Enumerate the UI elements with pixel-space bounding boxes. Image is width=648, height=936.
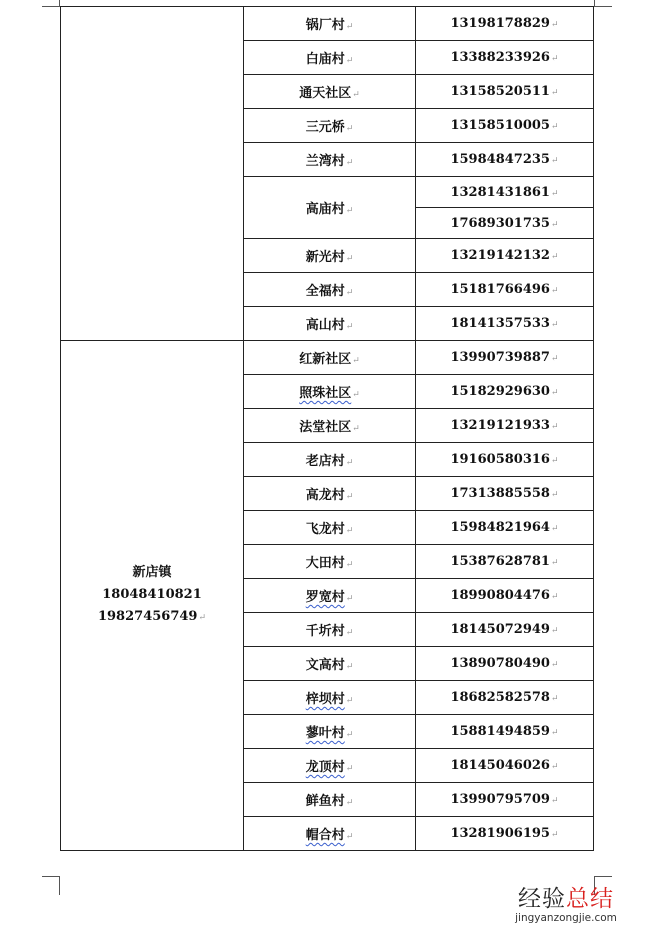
village-name: 龙顶村: [305, 760, 345, 775]
paragraph-mark-icon: ↵: [550, 558, 559, 568]
phone-number: 18145046026: [450, 758, 550, 773]
paragraph-mark-icon: ↵: [345, 124, 354, 134]
village-name: 梓坝村: [305, 692, 345, 707]
village-cell: [244, 273, 416, 307]
village-cell: [244, 307, 416, 341]
paragraph-mark-icon: ↵: [550, 286, 559, 296]
paragraph-mark-icon: ↵: [345, 22, 354, 32]
paragraph-mark-icon: ↵: [345, 798, 354, 808]
paragraph-mark-icon: ↵: [345, 696, 354, 706]
village-name: 三元桥: [305, 120, 345, 135]
phone-number: 13158510005: [450, 118, 550, 133]
village-name: 锅厂村: [305, 18, 345, 33]
phone-number: 13990739887: [450, 350, 550, 365]
paragraph-mark-icon: ↵: [345, 158, 354, 168]
village-cell: [244, 749, 416, 783]
phone-cell: [416, 239, 594, 273]
watermark-text-red: 总结: [566, 886, 614, 912]
village-cell: [244, 647, 416, 681]
paragraph-mark-icon: ↵: [550, 592, 559, 602]
phone-cell: [416, 109, 594, 143]
town-phone: 18048410821: [102, 587, 202, 602]
village-name: 通天社区: [299, 86, 352, 101]
crop-mark-top-right: [594, 0, 612, 7]
phone-cell: [416, 647, 594, 681]
paragraph-mark-icon: ↵: [550, 796, 559, 806]
village-name: 鲜鱼村: [305, 794, 345, 809]
paragraph-mark-icon: ↵: [550, 54, 559, 64]
phone-cell: [416, 477, 594, 511]
paragraph-mark-icon: ↵: [345, 560, 354, 570]
paragraph-mark-icon: ↵: [345, 832, 354, 842]
phone-number: 13219142132: [450, 248, 550, 263]
town-cell: [61, 341, 244, 851]
paragraph-mark-icon: ↵: [345, 254, 354, 264]
phone-cell: [416, 715, 594, 749]
phone-number: 18141357533: [450, 316, 550, 331]
paragraph-mark-icon: ↵: [550, 524, 559, 534]
paragraph-mark-icon: ↵: [345, 288, 354, 298]
watermark-logo: [486, 880, 646, 913]
village-cell: [244, 783, 416, 817]
phone-cell: [416, 273, 594, 307]
village-name: 罗宽村: [305, 590, 345, 605]
paragraph-mark-icon: ↵: [352, 90, 360, 100]
village-cell: [244, 579, 416, 613]
contact-table: [60, 6, 594, 851]
paragraph-mark-icon: ↵: [550, 830, 559, 840]
village-name: 高龙村: [305, 488, 345, 503]
paragraph-mark-icon: ↵: [345, 526, 354, 536]
paragraph-mark-icon: ↵: [345, 56, 354, 66]
paragraph-mark-icon: ↵: [550, 188, 559, 199]
phone-number: 13219121933: [450, 418, 550, 433]
village-name: 新光村: [305, 250, 345, 265]
phone-cell: [416, 375, 594, 409]
village-cell: [244, 7, 416, 41]
phone-cell: [416, 681, 594, 715]
table-row: [61, 7, 594, 41]
table-row: [61, 341, 594, 375]
phone-cell: [416, 579, 594, 613]
paragraph-mark-icon: ↵: [352, 424, 360, 434]
phone-number: 13890780490: [450, 656, 550, 671]
phone-number: 18145072949: [450, 622, 550, 637]
phone-number: 15984821964: [450, 520, 550, 535]
village-cell: [244, 613, 416, 647]
paragraph-mark-icon: ↵: [345, 764, 354, 774]
paragraph-mark-icon: ↵: [345, 662, 354, 672]
village-cell: [244, 817, 416, 851]
watermark: [486, 880, 646, 924]
phone-number: 15984847235: [450, 152, 550, 167]
town-cell-prev: [61, 7, 244, 341]
paragraph-mark-icon: ↵: [352, 390, 360, 400]
phone-number: 13198178829: [450, 16, 550, 31]
paragraph-mark-icon: ↵: [550, 456, 559, 466]
paragraph-mark-icon: ↵: [550, 694, 559, 704]
village-cell: [244, 409, 416, 443]
crop-mark-bottom-left: [42, 876, 60, 895]
phone-cell: [416, 511, 594, 545]
town-name: 新店镇: [132, 565, 172, 580]
watermark-text-black: 经验: [518, 886, 566, 912]
paragraph-mark-icon: ↵: [550, 490, 559, 500]
village-cell: [244, 143, 416, 177]
village-name: 全福村: [305, 284, 345, 299]
phone-cell: [416, 307, 594, 341]
village-cell: [244, 109, 416, 143]
phone-number: 17689301735: [450, 215, 550, 231]
phone-number: 17313885558: [450, 486, 550, 501]
phone-number: 15387628781: [450, 554, 550, 569]
phone-cell: [416, 783, 594, 817]
paragraph-mark-icon: ↵: [550, 20, 559, 30]
paragraph-mark-icon: ↵: [345, 322, 354, 332]
phone-cell: [416, 817, 594, 851]
paragraph-mark-icon: ↵: [345, 730, 354, 740]
phone-cell: [416, 208, 594, 239]
phone-cell: [416, 613, 594, 647]
village-name: 高山村: [305, 318, 345, 333]
village-cell: [244, 477, 416, 511]
paragraph-mark-icon: ↵: [550, 660, 559, 670]
phone-cell: [416, 41, 594, 75]
village-cell: [244, 681, 416, 715]
crop-mark-top-left: [42, 0, 60, 7]
village-name: 飞龙村: [305, 522, 345, 537]
paragraph-mark-icon: ↵: [550, 252, 559, 262]
paragraph-mark-icon: ↵: [550, 219, 559, 230]
paragraph-mark-icon: ↵: [345, 628, 354, 638]
phone-number: 13158520511: [450, 84, 550, 99]
village-cell: [244, 715, 416, 749]
paragraph-mark-icon: ↵: [345, 206, 354, 216]
phone-number: 13990795709: [450, 792, 550, 807]
village-name: 文高村: [305, 658, 345, 673]
phone-cell: [416, 75, 594, 109]
phone-number: 15182929630: [450, 384, 550, 399]
phone-number: 15881494859: [450, 724, 550, 739]
paragraph-mark-icon: ↵: [550, 388, 559, 398]
village-cell: [244, 545, 416, 579]
paragraph-mark-icon: ↵: [550, 728, 559, 738]
paragraph-mark-icon: ↵: [550, 762, 559, 772]
paragraph-mark-icon: ↵: [345, 492, 354, 502]
phone-cell: [416, 443, 594, 477]
town-phone: 19827456749: [97, 609, 198, 624]
paragraph-mark-icon: ↵: [550, 422, 559, 432]
village-cell: [244, 375, 416, 409]
village-name: 法堂社区: [299, 420, 352, 435]
phone-cell: [416, 749, 594, 783]
phone-number: 19160580316: [450, 452, 550, 467]
phone-number: 18990804476: [450, 588, 550, 603]
village-name: 高庙村: [305, 202, 345, 217]
paragraph-mark-icon: ↵: [550, 88, 559, 98]
paragraph-mark-icon: ↵: [198, 613, 207, 623]
phone-number: 15181766496: [450, 282, 550, 297]
village-cell: [244, 177, 416, 239]
village-cell: [244, 511, 416, 545]
paragraph-mark-icon: ↵: [345, 458, 354, 468]
paragraph-mark-icon: ↵: [550, 354, 559, 364]
phone-number: 13281431861: [450, 184, 550, 200]
phone-cell: [416, 143, 594, 177]
phone-cell: [416, 7, 594, 41]
village-cell: [244, 239, 416, 273]
village-name: 老店村: [305, 454, 345, 469]
village-cell: [244, 341, 416, 375]
paragraph-mark-icon: ↵: [352, 356, 360, 366]
village-name: 蓼叶村: [305, 726, 345, 741]
phone-cell: [416, 177, 594, 208]
phone-number: 13281906195: [450, 826, 550, 841]
village-cell: [244, 41, 416, 75]
phone-cell: [416, 545, 594, 579]
village-cell: [244, 443, 416, 477]
village-name: 帽合村: [305, 828, 345, 843]
phone-cell: [416, 409, 594, 443]
watermark-url: jingyanzongjie.com: [515, 912, 617, 924]
paragraph-mark-icon: ↵: [550, 156, 559, 166]
village-name: 兰湾村: [305, 154, 345, 169]
village-name: 白庙村: [305, 52, 345, 67]
paragraph-mark-icon: ↵: [345, 594, 354, 604]
village-name: 红新社区: [299, 352, 352, 367]
phone-number: 18682582578: [450, 690, 550, 705]
village-name: 大田村: [305, 556, 345, 571]
village-cell: [244, 75, 416, 109]
phone-cell: [416, 341, 594, 375]
village-name: 千圻村: [305, 624, 345, 639]
paragraph-mark-icon: ↵: [550, 122, 559, 132]
paragraph-mark-icon: ↵: [550, 626, 559, 636]
paragraph-mark-icon: ↵: [550, 320, 559, 330]
phone-number: 13388233926: [450, 50, 550, 65]
village-name: 照珠社区: [299, 386, 352, 401]
